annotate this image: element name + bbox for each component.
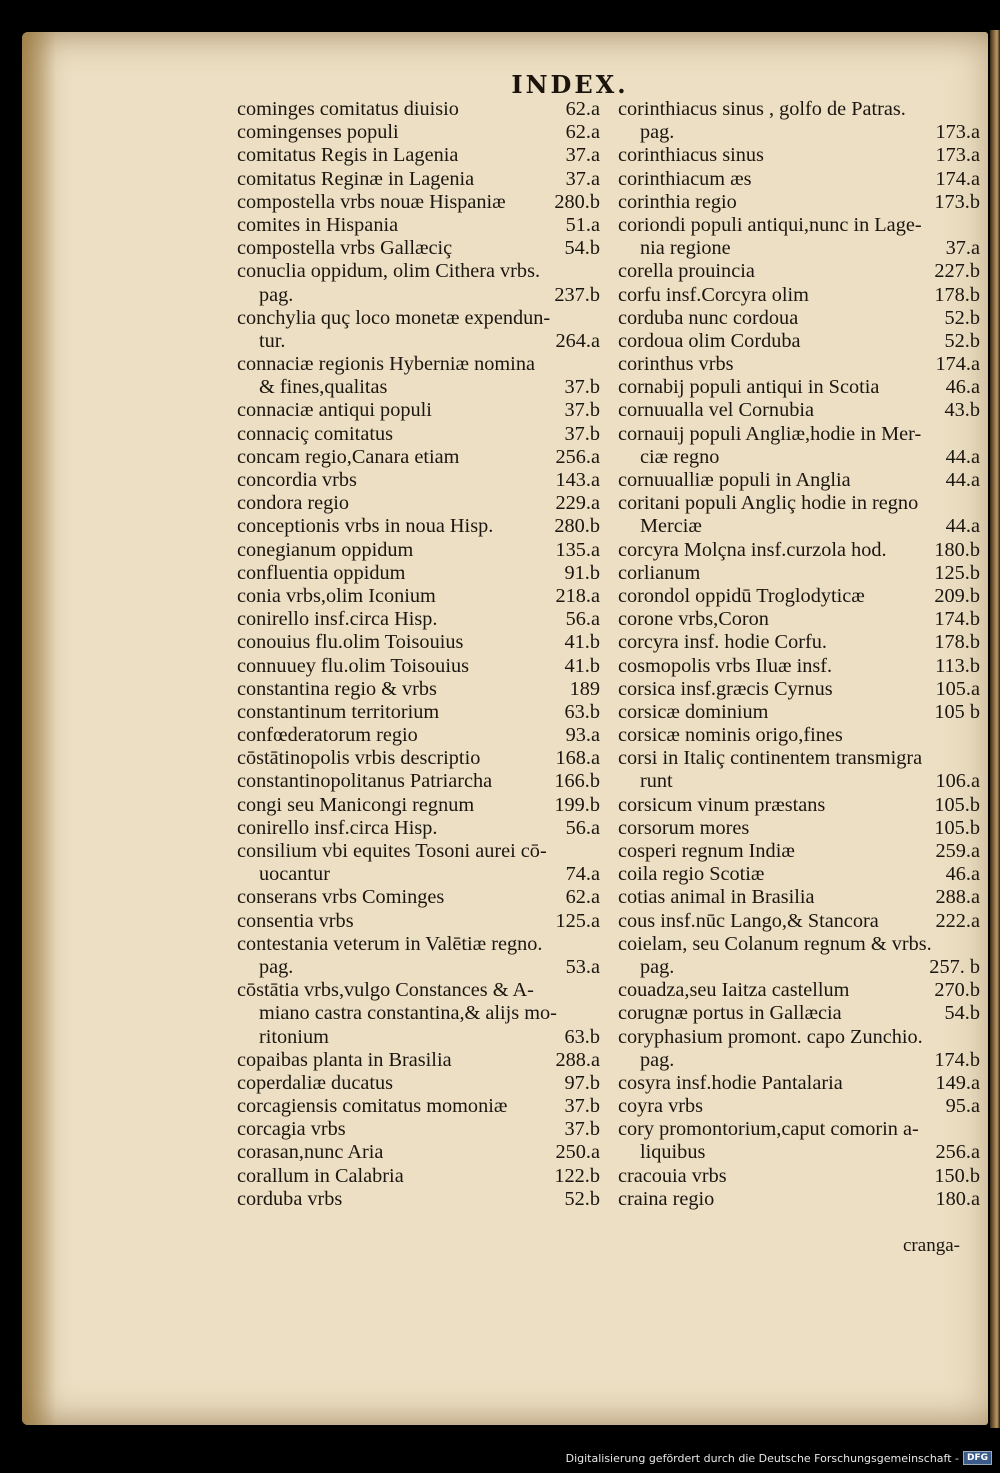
entry-term: corcagiensis comitatus momoniæ bbox=[237, 1095, 508, 1118]
entry-page-ref: 62.a bbox=[565, 98, 600, 120]
index-entry bbox=[618, 376, 980, 399]
index-entry bbox=[237, 562, 600, 585]
index-entry bbox=[618, 840, 980, 863]
index-entry bbox=[237, 237, 600, 260]
entry-term: connaciæ antiqui populi bbox=[237, 399, 432, 422]
entry-term: ciæ regno bbox=[640, 445, 720, 468]
catchword: cranga- bbox=[903, 1235, 960, 1256]
entry-term: corinthiacus sinus , golfo de Patras. bbox=[618, 98, 906, 120]
entry-term: cordoua olim Corduba bbox=[618, 329, 801, 352]
entry-term: comites in Hispania bbox=[237, 213, 399, 236]
entry-term: corsicæ dominium bbox=[618, 700, 769, 723]
entry-term: compostella vrbs Gallæciç bbox=[237, 237, 453, 260]
entry-term: compostella vrbs nouæ Hispaniæ bbox=[237, 190, 506, 213]
entry-term: cosmopolis vrbs Iluæ insf. bbox=[618, 654, 833, 677]
index-entry bbox=[237, 724, 600, 747]
entry-term: cornabij populi antiqui in Scotia bbox=[618, 376, 880, 399]
index-entry bbox=[618, 794, 980, 817]
index-entry bbox=[237, 747, 600, 770]
entry-term: corasan,nunc Aria bbox=[237, 1141, 384, 1164]
entry-page-ref: 149.a bbox=[935, 1071, 980, 1094]
entry-page-ref: 150.b bbox=[934, 1164, 980, 1187]
entry-page-ref: 218.a bbox=[555, 584, 600, 607]
index-entry bbox=[237, 886, 600, 909]
entry-term: corduba nunc cordoua bbox=[618, 306, 799, 329]
entry-page-ref: 97.b bbox=[564, 1071, 600, 1094]
entry-term: pag. bbox=[640, 121, 675, 144]
entry-term: conia vrbs,olim Iconium bbox=[237, 584, 436, 607]
index-entry bbox=[618, 423, 980, 446]
index-entry bbox=[618, 886, 980, 909]
index-entry bbox=[618, 701, 980, 724]
entry-term: comingenses populi bbox=[237, 121, 399, 144]
entry-term: corcyra insf. hodie Corfu. bbox=[618, 631, 827, 654]
entry-term: coyra vrbs bbox=[618, 1095, 704, 1118]
entry-term: corinthus vrbs bbox=[618, 353, 734, 376]
entry-page-ref: 259.a bbox=[935, 840, 980, 862]
index-entry bbox=[237, 956, 600, 979]
entry-term: corinthiacus sinus bbox=[618, 144, 764, 167]
entry-page-ref: 250.a bbox=[555, 1141, 600, 1164]
index-entry bbox=[237, 1026, 600, 1049]
index-entry bbox=[237, 701, 600, 724]
entry-page-ref: 93.a bbox=[565, 724, 600, 747]
entry-page-ref: 270.b bbox=[934, 979, 980, 1002]
entry-term: corsicum vinum præstans bbox=[618, 793, 826, 816]
index-entry bbox=[618, 492, 980, 515]
index-entry bbox=[237, 399, 600, 422]
entry-term: comitatus Regis in Lagenia bbox=[237, 144, 459, 167]
entry-term: cornauij populi Angliæ,hodie in Mer- bbox=[618, 422, 922, 445]
index-entry bbox=[237, 423, 600, 446]
entry-page-ref: 135.a bbox=[555, 538, 600, 561]
entry-term: liquibus bbox=[640, 1141, 706, 1164]
index-entry bbox=[618, 284, 980, 307]
entry-page-ref: 46.a bbox=[945, 376, 980, 399]
index-entry bbox=[618, 562, 980, 585]
entry-term: tur. bbox=[259, 329, 286, 352]
entry-term: conceptionis vrbs in noua Hisp. bbox=[237, 515, 494, 538]
index-entry bbox=[618, 910, 980, 933]
entry-term: concordia vrbs bbox=[237, 469, 357, 491]
entry-term: contestania veterum in Valētiæ regno. bbox=[237, 932, 543, 955]
entry-term: condora regio bbox=[237, 492, 350, 515]
index-entry bbox=[237, 1095, 600, 1118]
index-entry bbox=[618, 307, 980, 330]
index-entry bbox=[618, 1026, 980, 1049]
entry-term: comitatus Reginæ in Lagenia bbox=[237, 167, 475, 190]
entry-page-ref: 209.b bbox=[934, 584, 980, 607]
index-entry bbox=[237, 307, 600, 330]
entry-term: constantinopolitanus Patriarcha bbox=[237, 770, 493, 793]
entry-page-ref: 51.a bbox=[565, 213, 600, 236]
entry-term: corinthia regio bbox=[618, 190, 737, 213]
index-entry bbox=[618, 1072, 980, 1095]
index-entry bbox=[237, 168, 600, 191]
index-entry bbox=[618, 1002, 980, 1025]
entry-page-ref: 37.b bbox=[564, 1095, 600, 1118]
index-entry bbox=[618, 399, 980, 422]
index-entry bbox=[237, 492, 600, 515]
entry-page-ref: 105.b bbox=[934, 793, 980, 816]
entry-page-ref: 41.b bbox=[564, 654, 600, 677]
index-entry bbox=[237, 1118, 600, 1141]
index-entry bbox=[618, 1141, 980, 1164]
index-column-right bbox=[618, 98, 980, 1211]
entry-page-ref: 106.a bbox=[935, 770, 980, 793]
index-entry bbox=[237, 330, 600, 353]
index-entry bbox=[618, 863, 980, 886]
entry-term: corsica insf.græcis Cyrnus bbox=[618, 677, 833, 700]
index-entry bbox=[618, 214, 980, 237]
entry-term: coryphasium promont. capo Zunchio. bbox=[618, 1025, 923, 1048]
index-entry bbox=[618, 168, 980, 191]
entry-term: consilium vbi equites Tosoni aurei cō- bbox=[237, 840, 547, 862]
entry-term: cracouia vrbs bbox=[618, 1164, 727, 1187]
entry-page-ref: 44.a bbox=[945, 445, 980, 468]
entry-term: runt bbox=[640, 770, 673, 793]
entry-page-ref: 105 b bbox=[934, 700, 980, 723]
entry-page-ref: 143.a bbox=[555, 469, 600, 491]
entry-page-ref: 74.a bbox=[565, 863, 600, 886]
entry-term: connaciç comitatus bbox=[237, 422, 393, 445]
entry-page-ref: 288.a bbox=[555, 1048, 600, 1071]
entry-page-ref: 166.b bbox=[554, 770, 600, 793]
entry-page-ref: 44.a bbox=[945, 515, 980, 538]
entry-page-ref: 173.a bbox=[935, 121, 980, 144]
entry-page-ref: 227.b bbox=[934, 260, 980, 283]
index-entry bbox=[618, 515, 980, 538]
entry-page-ref: 52.b bbox=[564, 1187, 600, 1210]
index-entry bbox=[618, 1188, 980, 1211]
index-entry bbox=[237, 353, 600, 376]
entry-page-ref: 56.a bbox=[565, 816, 600, 839]
entry-term: pag. bbox=[259, 955, 294, 978]
entry-term: Merciæ bbox=[640, 515, 702, 538]
entry-page-ref: 37.b bbox=[564, 376, 600, 399]
index-entry bbox=[237, 539, 600, 562]
entry-page-ref: 174.a bbox=[935, 167, 980, 190]
index-entry bbox=[618, 817, 980, 840]
entry-term: corugnæ portus in Gallæcia bbox=[618, 1002, 842, 1025]
entry-term: nia regione bbox=[640, 237, 731, 260]
entry-term: couadza,seu Iaitza castellum bbox=[618, 979, 850, 1002]
index-entry bbox=[237, 1072, 600, 1095]
entry-term: cornuualla vel Cornubia bbox=[618, 399, 814, 422]
entry-term: pag. bbox=[259, 283, 294, 306]
entry-term: confœderatorum regio bbox=[237, 724, 418, 747]
index-entry bbox=[618, 446, 980, 469]
entry-term: cominges comitatus diuisio bbox=[237, 98, 459, 120]
entry-term: coperdaliæ ducatus bbox=[237, 1071, 394, 1094]
entry-term: conchylia quç loco monetæ expendun- bbox=[237, 306, 551, 329]
entry-term: cornuualliæ populi in Anglia bbox=[618, 469, 851, 491]
entry-term: & fines,qualitas bbox=[259, 376, 388, 399]
entry-page-ref: 95.a bbox=[945, 1095, 980, 1118]
entry-term: concam regio,Canara etiam bbox=[237, 445, 460, 468]
entry-page-ref: 37.a bbox=[565, 167, 600, 190]
entry-page-ref: 37.b bbox=[564, 399, 600, 422]
index-entry bbox=[237, 1188, 600, 1211]
entry-term: ritonium bbox=[259, 1025, 329, 1048]
index-entry bbox=[237, 98, 600, 121]
entry-term: corcagia vrbs bbox=[237, 1118, 346, 1141]
entry-term: craina regio bbox=[618, 1187, 715, 1210]
entry-page-ref: 53.a bbox=[565, 955, 600, 978]
entry-term: corsicæ nominis origo,fines bbox=[618, 724, 843, 747]
index-entry bbox=[237, 863, 600, 886]
entry-term: connaciæ regionis Hyberniæ nomina bbox=[237, 353, 535, 376]
index-entry bbox=[237, 1165, 600, 1188]
entry-page-ref: 125.a bbox=[555, 909, 600, 932]
entry-page-ref: 264.a bbox=[555, 329, 600, 352]
index-entry bbox=[618, 98, 980, 121]
entry-page-ref: 178.b bbox=[934, 283, 980, 306]
index-entry bbox=[618, 747, 980, 770]
entry-term: cotias animal in Brasilia bbox=[618, 886, 815, 909]
index-entry bbox=[237, 678, 600, 701]
entry-page-ref: 41.b bbox=[564, 631, 600, 654]
index-entry bbox=[237, 260, 600, 283]
entry-term: cory promontorium,caput comorin a- bbox=[618, 1118, 919, 1141]
index-entry bbox=[237, 284, 600, 307]
index-entry bbox=[618, 1095, 980, 1118]
index-entry bbox=[237, 446, 600, 469]
entry-term: corella prouincia bbox=[618, 260, 755, 283]
entry-term: corsi in Italiç continentem transmigra bbox=[618, 747, 923, 770]
entry-term: coriondi populi antiqui,nunc in Lage- bbox=[618, 213, 922, 236]
entry-page-ref: 37.b bbox=[564, 1118, 600, 1141]
index-entry bbox=[618, 1118, 980, 1141]
index-entry bbox=[237, 631, 600, 654]
entry-page-ref: 105.a bbox=[935, 677, 980, 700]
entry-term: constantina regio & vrbs bbox=[237, 677, 437, 700]
index-entry bbox=[618, 585, 980, 608]
entry-page-ref: 280.b bbox=[554, 190, 600, 213]
entry-term: cosperi regnum Indiæ bbox=[618, 840, 795, 862]
index-column-left bbox=[237, 98, 600, 1211]
index-entry bbox=[237, 979, 600, 1002]
index-entry bbox=[618, 539, 980, 562]
entry-page-ref: 54.b bbox=[564, 237, 600, 260]
entry-term: connuuey flu.olim Toisouius bbox=[237, 654, 469, 677]
index-entry bbox=[237, 770, 600, 793]
index-entry bbox=[618, 979, 980, 1002]
index-entry bbox=[618, 724, 980, 747]
index-entry bbox=[237, 1141, 600, 1164]
index-entry bbox=[618, 121, 980, 144]
index-entry bbox=[618, 608, 980, 631]
entry-page-ref: 229.a bbox=[555, 492, 600, 515]
entry-page-ref: 91.b bbox=[564, 561, 600, 584]
entry-term: coielam, seu Colanum regnum & vrbs. bbox=[618, 932, 932, 955]
entry-page-ref: 62.a bbox=[565, 886, 600, 909]
entry-page-ref: 52.b bbox=[944, 329, 980, 352]
entry-page-ref: 173.a bbox=[935, 144, 980, 167]
entry-page-ref: 256.a bbox=[555, 445, 600, 468]
entry-page-ref: 44.a bbox=[945, 469, 980, 491]
page-header: INDEX. bbox=[511, 70, 629, 99]
index-entry bbox=[618, 631, 980, 654]
entry-page-ref: 54.b bbox=[944, 1002, 980, 1025]
entry-term: consentia vrbs bbox=[237, 909, 354, 932]
entry-term: corone vrbs,Coron bbox=[618, 608, 769, 631]
entry-page-ref: 37.a bbox=[945, 237, 980, 260]
dfg-logo-icon: DFG bbox=[963, 1451, 992, 1465]
entry-term: uocantur bbox=[259, 863, 330, 886]
entry-term: corcyra Molçna insf.curzola hod. bbox=[618, 538, 887, 561]
index-entry bbox=[237, 608, 600, 631]
index-entry bbox=[618, 678, 980, 701]
entry-page-ref: 37.b bbox=[564, 422, 600, 445]
entry-page-ref: 199.b bbox=[554, 793, 600, 816]
entry-term: corallum in Calabria bbox=[237, 1164, 404, 1187]
entry-page-ref: 174.b bbox=[934, 1048, 980, 1071]
entry-page-ref: 56.a bbox=[565, 608, 600, 631]
entry-page-ref: 63.b bbox=[564, 1025, 600, 1048]
entry-term: conouius flu.olim Toisouius bbox=[237, 631, 464, 654]
index-entry bbox=[237, 910, 600, 933]
entry-term: coritani populi Angliç hodie in regno bbox=[618, 492, 919, 515]
entry-page-ref: 63.b bbox=[564, 700, 600, 723]
entry-term: cōstātia vrbs,vulgo Constances & A- bbox=[237, 979, 534, 1002]
entry-term: coila regio Scotiæ bbox=[618, 863, 765, 886]
entry-term: conegianum oppidum bbox=[237, 538, 414, 561]
index-entry bbox=[618, 191, 980, 214]
entry-page-ref: 178.b bbox=[934, 631, 980, 654]
index-entry bbox=[618, 933, 980, 956]
entry-term: cous insf.nūc Lango,& Stancora bbox=[618, 909, 879, 932]
entry-term: cosyra insf.hodie Pantalaria bbox=[618, 1071, 843, 1094]
index-entry bbox=[618, 260, 980, 283]
entry-page-ref: 180.a bbox=[935, 1187, 980, 1210]
index-entry bbox=[618, 469, 980, 492]
index-entry bbox=[618, 144, 980, 167]
entry-page-ref: 189 bbox=[569, 677, 600, 700]
index-entry bbox=[618, 1165, 980, 1188]
index-entry bbox=[237, 794, 600, 817]
entry-page-ref: 222.a bbox=[935, 909, 980, 932]
entry-page-ref: 168.a bbox=[555, 747, 600, 770]
entry-page-ref: 105.b bbox=[934, 816, 980, 839]
entry-page-ref: 46.a bbox=[945, 863, 980, 886]
entry-term: conuclia oppidum, olim Cithera vrbs. bbox=[237, 260, 541, 283]
entry-page-ref: 257. b bbox=[929, 955, 980, 978]
index-entry bbox=[237, 376, 600, 399]
index-entry bbox=[237, 817, 600, 840]
index-entry bbox=[237, 585, 600, 608]
page-gutter-shade bbox=[22, 32, 56, 1425]
index-entry bbox=[618, 770, 980, 793]
index-entry bbox=[237, 655, 600, 678]
entry-term: confluentia oppidum bbox=[237, 561, 406, 584]
index-entry bbox=[618, 330, 980, 353]
entry-term: constantinum territorium bbox=[237, 700, 440, 723]
entry-page-ref: 52.b bbox=[944, 306, 980, 329]
entry-term: corinthiacum æs bbox=[618, 167, 752, 190]
entry-page-ref: 122.b bbox=[554, 1164, 600, 1187]
entry-page-ref: 180.b bbox=[934, 538, 980, 561]
entry-term: corondol oppidū Troglodyticæ bbox=[618, 584, 865, 607]
entry-term: corduba vrbs bbox=[237, 1187, 343, 1210]
entry-term: corfu insf.Corcyra olim bbox=[618, 283, 809, 306]
entry-page-ref: 173.b bbox=[934, 190, 980, 213]
digitization-credit bbox=[566, 1451, 992, 1465]
entry-term: pag. bbox=[640, 1048, 675, 1071]
index-entry bbox=[237, 515, 600, 538]
entry-page-ref: 288.a bbox=[935, 886, 980, 909]
index-entry bbox=[237, 469, 600, 492]
index-entry bbox=[618, 655, 980, 678]
entry-term: miano castra constantina,& alijs mo- bbox=[259, 1002, 557, 1025]
index-entry bbox=[237, 191, 600, 214]
index-entry bbox=[237, 121, 600, 144]
entry-term: pag. bbox=[640, 955, 675, 978]
entry-page-ref: 62.a bbox=[565, 121, 600, 144]
entry-page-ref: 256.a bbox=[935, 1141, 980, 1164]
index-entry bbox=[618, 1049, 980, 1072]
entry-page-ref: 125.b bbox=[934, 561, 980, 584]
entry-term: conirello insf.circa Hisp. bbox=[237, 608, 438, 631]
index-entry bbox=[237, 214, 600, 237]
index-entry bbox=[618, 237, 980, 260]
entry-page-ref: 174.b bbox=[934, 608, 980, 631]
index-entry bbox=[237, 144, 600, 167]
index-entry bbox=[618, 956, 980, 979]
index-entry bbox=[618, 353, 980, 376]
page-edge bbox=[990, 30, 1000, 1428]
entry-page-ref: 113.b bbox=[935, 654, 980, 677]
entry-page-ref: 174.a bbox=[935, 353, 980, 376]
entry-page-ref: 37.a bbox=[565, 144, 600, 167]
entry-term: congi seu Manicongi regnum bbox=[237, 793, 475, 816]
entry-page-ref: 43.b bbox=[944, 399, 980, 422]
credit-text: Digitalisierung gefördert durch die Deutsche Forschungsgemeinschaft - bbox=[565, 1451, 959, 1465]
index-entry bbox=[237, 1002, 600, 1025]
entry-page-ref: 280.b bbox=[554, 515, 600, 538]
entry-term: copaibas planta in Brasilia bbox=[237, 1048, 452, 1071]
entry-term: conserans vrbs Cominges bbox=[237, 886, 445, 909]
entry-term: corsorum mores bbox=[618, 816, 750, 839]
index-entry bbox=[237, 840, 600, 863]
entry-term: cōstātinopolis vrbis descriptio bbox=[237, 747, 481, 770]
index-entry bbox=[237, 1049, 600, 1072]
entry-term: corlianum bbox=[618, 561, 701, 584]
entry-page-ref: 237.b bbox=[554, 283, 600, 306]
index-entry bbox=[237, 933, 600, 956]
entry-term: conirello insf.circa Hisp. bbox=[237, 816, 438, 839]
